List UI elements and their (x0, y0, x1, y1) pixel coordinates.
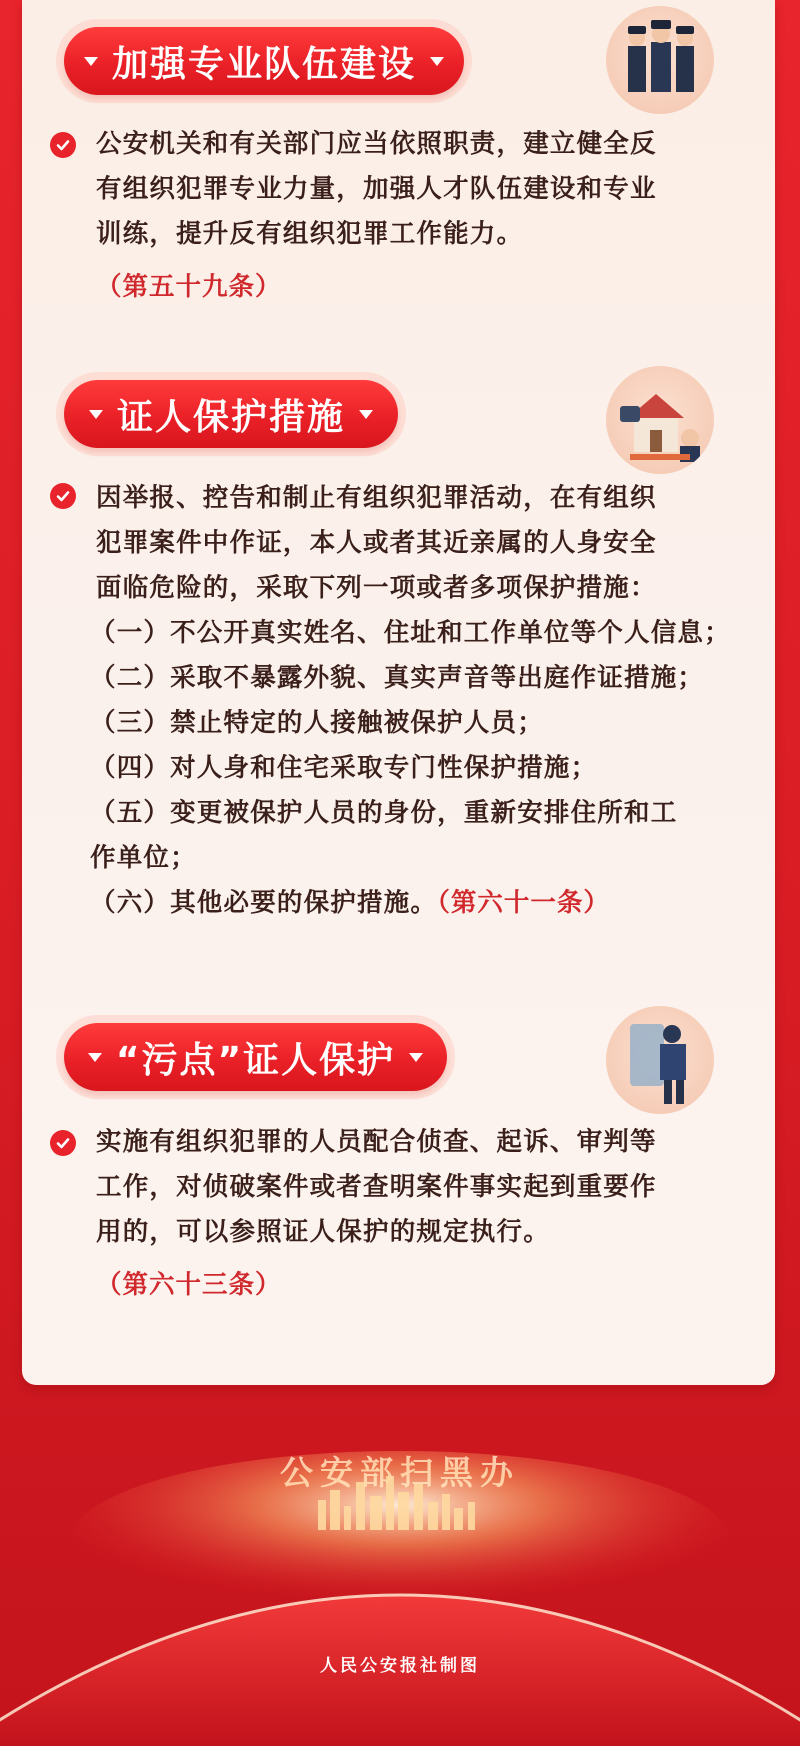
article-citation: （第六十三条） (96, 1270, 282, 1300)
section-heading-tainted-witness (64, 1023, 447, 1091)
triangle-down-icon (89, 410, 103, 419)
text-line: 用的，可以参照证人保护的规定执行。 (96, 1217, 550, 1247)
triangle-down-icon (430, 57, 444, 66)
check-icon (50, 1130, 76, 1156)
section-heading-team-building (64, 27, 464, 95)
article-citation: （第五十九条） (96, 272, 282, 302)
list-item: （一）不公开真实姓名、住址和工作单位等个人信息； (90, 618, 731, 648)
riot-shield-officer-icon (606, 1006, 714, 1114)
check-icon (50, 132, 76, 158)
list-item: （六）其他必要的保护措施。 (90, 888, 438, 918)
house-protection-icon (606, 366, 714, 474)
triangle-down-icon (409, 1053, 423, 1062)
text-line: 犯罪案件中作证，本人或者其近亲属的人身安全 (96, 528, 657, 558)
section-body (96, 1120, 657, 1308)
skyline-arc-graphic (0, 1446, 800, 1746)
text-line: 有组织犯罪专业力量，加强人才队伍建设和专业 (96, 174, 657, 204)
list-item-with-citation (90, 881, 731, 926)
protection-measures-list (90, 611, 731, 926)
credit-text: 人民公安报社制图 (320, 1656, 480, 1676)
text-line: 因举报、控告和制止有组织犯罪活动，在有组织 (96, 483, 657, 513)
list-item: （二）采取不暴露外貌、真实声音等出庭作证措施； (90, 663, 705, 693)
text-line: 公安机关和有关部门应当依照职责，建立健全反 (96, 129, 657, 159)
list-item: （三）禁止特定的人接触被保护人员； (90, 708, 544, 738)
section-heading-label: 证人保护措施 (116, 396, 345, 438)
text-line: 面临危险的，采取下列一项或者多项保护措施： (96, 573, 657, 603)
triangle-down-icon (88, 1053, 102, 1062)
section-heading-witness-protection (64, 380, 398, 448)
check-icon (50, 483, 76, 509)
text-line: 工作，对侦破案件或者查明案件事实起到重要作 (96, 1172, 657, 1202)
section-heading-label: “污点”证人保护 (115, 1039, 396, 1081)
section-body (96, 122, 657, 310)
list-item: （五）变更被保护人员的身份，重新安排住所和工 (90, 798, 678, 828)
list-item: 作单位； (90, 843, 197, 873)
police-officers-icon (606, 6, 714, 114)
triangle-down-icon (359, 410, 373, 419)
list-item: （四）对人身和住宅采取专门性保护措施； (90, 753, 598, 783)
article-citation: （第六十一条） (437, 888, 610, 918)
section-body (96, 476, 657, 611)
text-line: 实施有组织犯罪的人员配合侦查、起诉、审判等 (96, 1127, 657, 1157)
triangle-down-icon (84, 57, 98, 66)
section-heading-label: 加强专业队伍建设 (111, 43, 416, 85)
text-line: 训练，提升反有组织犯罪工作能力。 (96, 219, 524, 249)
